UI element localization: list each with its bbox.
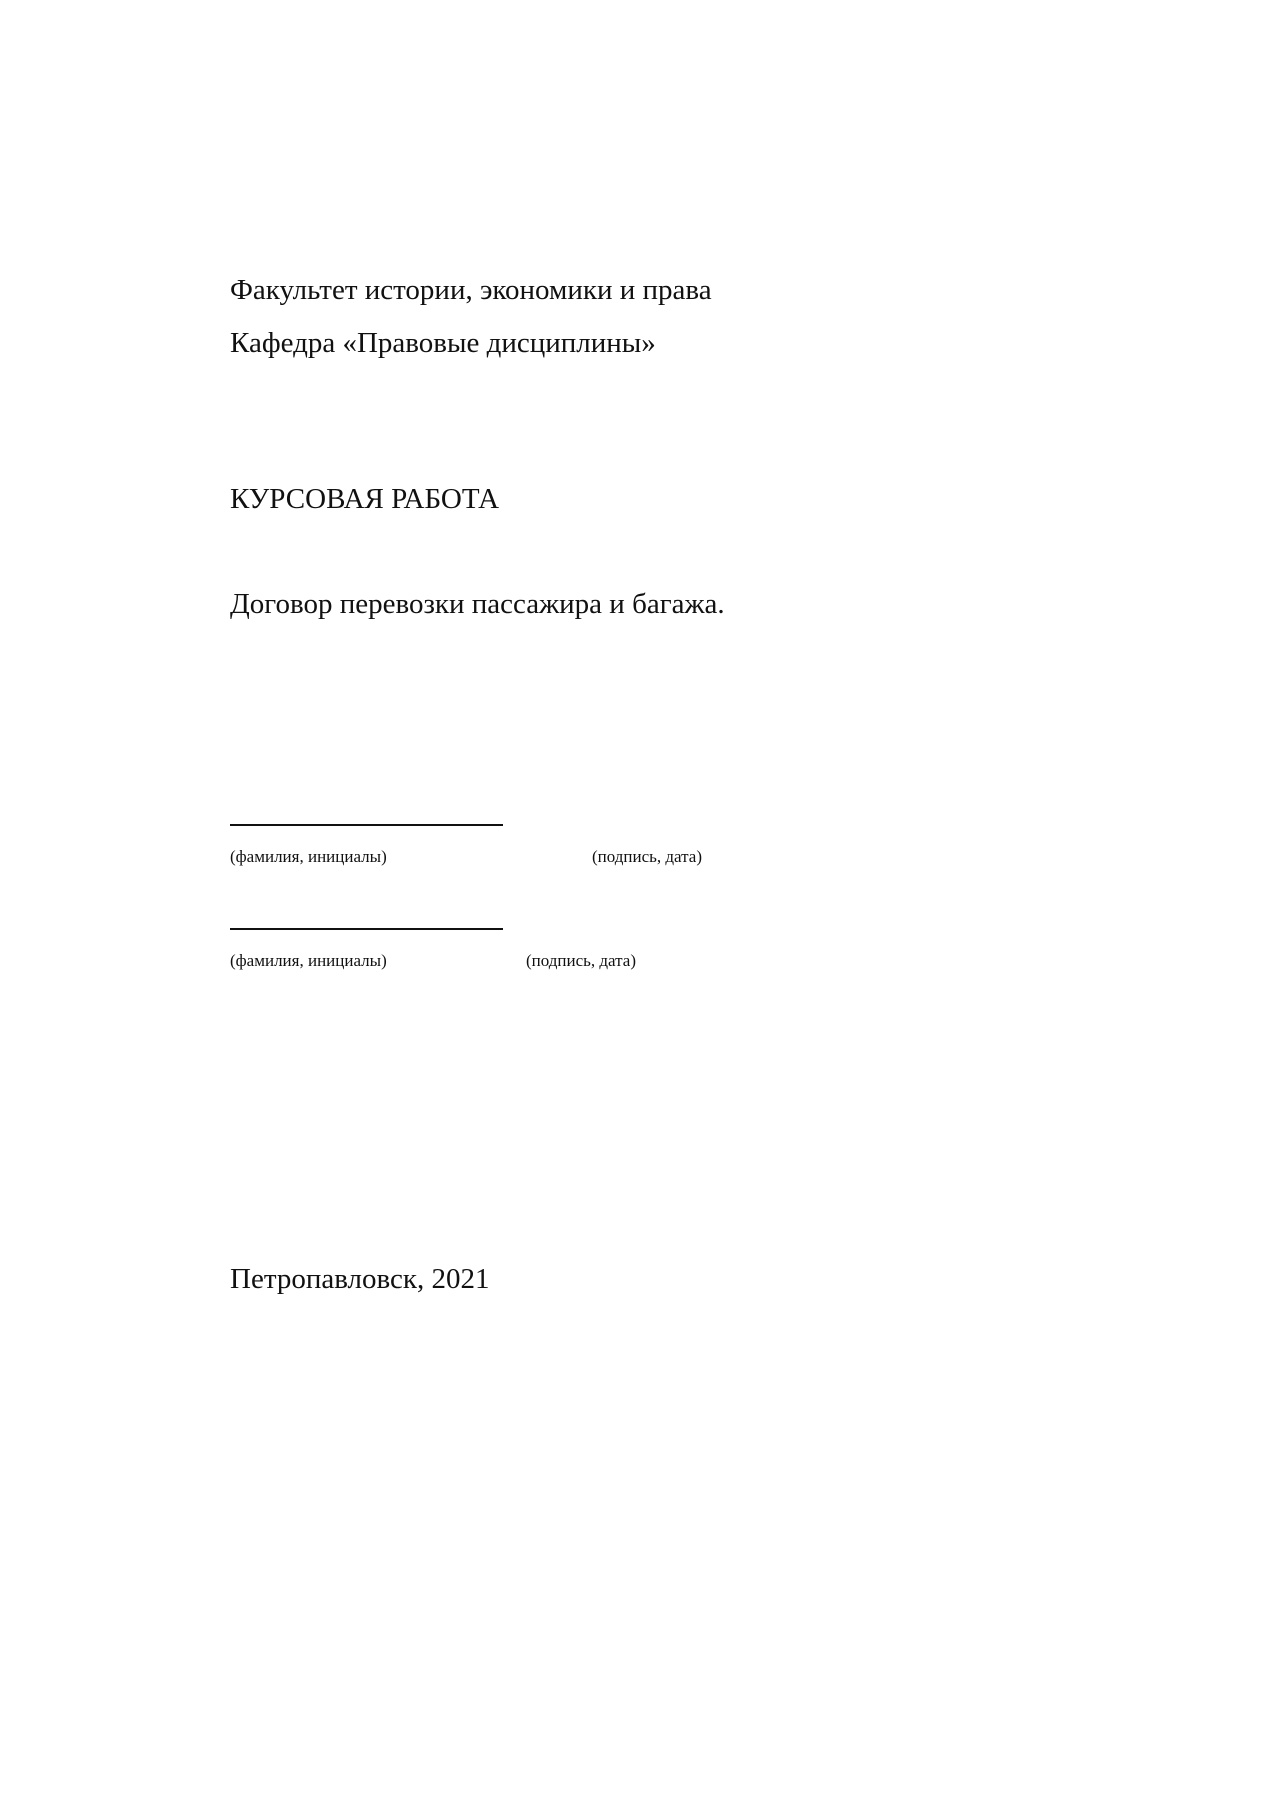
work-topic: Договор перевозки пассажира и багажа. [230, 588, 725, 620]
document-type: КУРСОВАЯ РАБОТА [230, 483, 500, 515]
name-caption: (фамилия, инициалы) [230, 847, 387, 866]
signature-date-caption: (подпись, дата) [592, 847, 703, 866]
signature-date-caption: (подпись, дата) [526, 951, 637, 970]
signature-line [230, 824, 503, 826]
name-caption: (фамилия, инициалы) [230, 951, 387, 970]
faculty-name: Факультет истории, экономики и права [230, 274, 712, 306]
signature-line [230, 928, 503, 930]
department-name: Кафедра «Правовые дисциплины» [230, 327, 656, 359]
city-and-year: Петропавловск, 2021 [230, 1263, 490, 1295]
